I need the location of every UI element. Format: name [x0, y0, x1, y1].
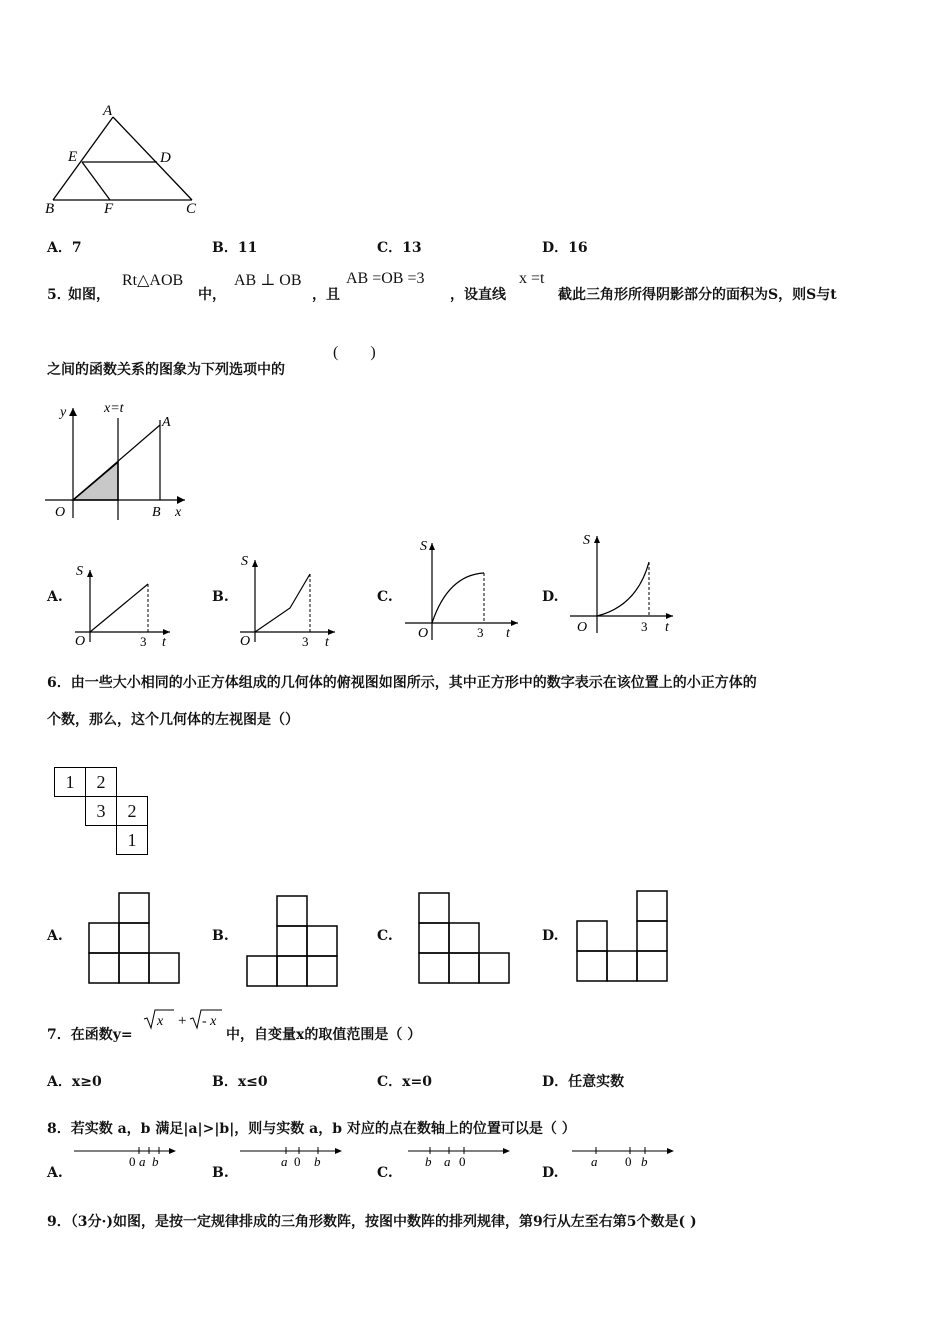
q7-formula: [142, 1008, 224, 1032]
q5-text5: 截此三角形所得阴影部分的面积为S，则S与t: [558, 287, 837, 303]
q8c-a: a: [444, 1154, 451, 1169]
q5-math3: AB =OB =3: [346, 270, 425, 287]
q4-label-d: D: [160, 150, 171, 166]
q5a-s: S: [76, 564, 83, 579]
q5a-t: t: [162, 635, 166, 648]
q5-graph-c: [400, 535, 525, 645]
q5-text2: 中，: [198, 287, 226, 303]
q7-sqrt2: - x: [202, 1014, 217, 1029]
grid-cell: 2: [116, 796, 148, 826]
q4-option-d: D．16: [542, 240, 588, 256]
q8d-b: b: [641, 1154, 648, 1169]
q6-view-b: [244, 893, 344, 988]
q5-math1: Rt△AOB: [122, 272, 184, 289]
q5-option-a: A.: [47, 589, 63, 605]
grid-cell: 1: [54, 767, 86, 797]
q8a-0: 0: [129, 1154, 136, 1169]
q5-label-xt: x=t: [104, 401, 124, 416]
q5a-3: 3: [140, 634, 147, 648]
q6-view-d: [574, 888, 674, 983]
q4-label-f: F: [104, 201, 114, 217]
q6-option-c: C.: [377, 928, 393, 944]
q8-numberline-b: [236, 1145, 348, 1171]
q5-number: 5．: [47, 287, 71, 303]
q5b-o: O: [240, 634, 251, 648]
q6-text2: 个数，那么，这个几何体的左视图是（）: [47, 712, 299, 728]
q5b-t: t: [325, 635, 329, 648]
q8b-0: 0: [294, 1154, 301, 1169]
q7-text1: 7．在函数y=: [47, 1027, 133, 1043]
q8b-a: a: [281, 1154, 288, 1169]
q5d-t: t: [665, 620, 669, 635]
q4-label-a: A: [103, 105, 113, 119]
q5-text1: 如图，: [68, 287, 110, 303]
q5-graph-b: [235, 550, 345, 648]
q7-option-b: B．x≤0: [212, 1074, 268, 1090]
q7-option-d: D．任意实数: [542, 1074, 625, 1090]
q8-option-b: B.: [212, 1165, 229, 1181]
q7-option-c: C．x=0: [377, 1074, 432, 1090]
q8-option-a: A.: [47, 1165, 63, 1181]
q4-option-a: A．7: [47, 240, 82, 256]
q8-text: 8．若实数 a，b 满足|a|>|b|，则与实数 a，b 对应的点在数轴上的位置可以是（ ）: [47, 1121, 576, 1137]
q8a-b: b: [152, 1154, 159, 1169]
grid-cell: 3: [85, 796, 117, 826]
q6-option-a: A.: [47, 928, 63, 944]
q8-option-d: D.: [542, 1165, 559, 1181]
q5d-s: S: [583, 533, 590, 548]
q6-text1: 6．由一些大小相同的小正方体组成的几何体的俯视图如图所示，其中正方形中的数字表示在该位置上的小正方体的: [47, 675, 757, 691]
q7-plus: +: [178, 1013, 187, 1029]
q8d-a: a: [591, 1154, 598, 1169]
grid-cell: 2: [85, 767, 117, 797]
q5-option-d: D.: [542, 589, 559, 605]
q8c-0: 0: [459, 1154, 466, 1169]
q5-text6: 之间的函数关系的图象为下列选项中的: [47, 362, 285, 378]
q4-label-b: B: [45, 201, 55, 217]
q4-triangle-figure: [40, 105, 210, 220]
grid-cell: 1: [116, 825, 148, 855]
q8-numberline-a: [70, 1145, 182, 1171]
q8d-0: 0: [625, 1154, 632, 1169]
q4-option-c: C．13: [377, 240, 422, 256]
q5-label-b: B: [152, 505, 161, 520]
q8-numberline-d: [568, 1145, 680, 1171]
q5c-t: t: [506, 626, 510, 641]
q7-sqrt1: x: [157, 1014, 164, 1029]
q5b-s: S: [241, 554, 248, 569]
q7-option-a: A．x≥0: [47, 1074, 102, 1090]
q6-view-c: [416, 890, 516, 985]
q5a-o: O: [75, 634, 86, 648]
q5-main-figure: [40, 398, 200, 523]
q7-text2: 中，自变量x的取值范围是（ ）: [226, 1027, 422, 1043]
q5-paren: ( ): [333, 344, 376, 361]
q5c-s: S: [420, 539, 427, 554]
q5-text4: ，设直线: [450, 287, 506, 303]
q8b-b: b: [314, 1154, 321, 1169]
q4-option-b: B．11: [212, 240, 258, 256]
q5c-o: O: [418, 626, 429, 641]
q5d-o: O: [577, 620, 588, 635]
q5c-3: 3: [477, 625, 484, 640]
q5-label-a: A: [162, 415, 171, 430]
q8-option-c: C.: [377, 1165, 393, 1181]
q5-option-c: C.: [377, 589, 393, 605]
q5-label-x: x: [175, 505, 182, 520]
q6-option-d: D.: [542, 928, 559, 944]
q9-text: 9．（3分·)如图，是按一定规律排成的三角形数阵，按图中数阵的排列规律，第9行从左至右第5个数是( ): [47, 1214, 697, 1230]
q5-label-y: y: [60, 405, 67, 420]
q6-view-a: [86, 890, 186, 985]
q4-label-e: E: [68, 149, 78, 165]
q8c-b: b: [425, 1154, 432, 1169]
q4-label-c: C: [186, 201, 197, 217]
q5-graph-d: [565, 528, 680, 638]
q5-math4: x =t: [519, 270, 545, 287]
q5d-3: 3: [641, 619, 648, 634]
q5b-3: 3: [302, 634, 309, 648]
q6-option-b: B.: [212, 928, 229, 944]
q5-math2: AB ⊥ OB: [234, 272, 302, 289]
q8-numberline-c: [404, 1145, 516, 1171]
q5-text3: ，且: [312, 287, 340, 303]
q5-graph-a: [70, 560, 180, 648]
q8a-a: a: [139, 1154, 146, 1169]
q5-label-o: O: [55, 505, 66, 520]
q5-option-b: B.: [212, 589, 229, 605]
